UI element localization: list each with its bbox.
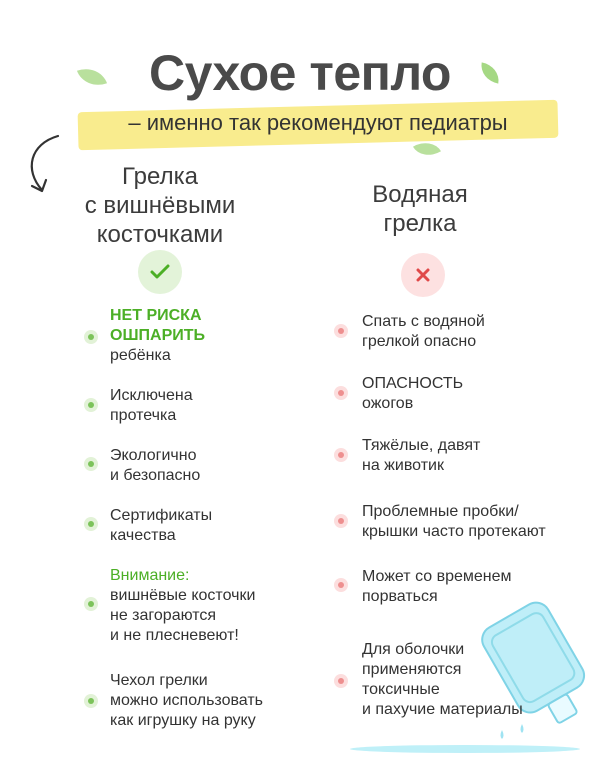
list-item: Исключена протечка bbox=[110, 387, 193, 424]
page-subtitle: – именно так рекомендуют педиатры bbox=[128, 110, 508, 135]
list-item: Спать с водяной грелкой опасно bbox=[362, 313, 485, 350]
left-column-heading: Грелка с вишнёвыми косточками bbox=[84, 163, 236, 248]
bullet-icon bbox=[334, 578, 348, 592]
bullet-icon bbox=[334, 514, 348, 528]
list-item: Для оболочки применяются токсичные и пахучие материалы bbox=[362, 641, 523, 718]
bullet-icon bbox=[334, 674, 348, 688]
bullet-icon bbox=[84, 597, 98, 611]
list-item: НЕТ РИСКА ОШПАРИТЬ ребёнка bbox=[110, 307, 206, 364]
bullet-icon bbox=[84, 457, 98, 471]
list-item: Чехол грелки можно использовать как игрушку на руку bbox=[110, 672, 264, 729]
bullet-icon bbox=[84, 694, 98, 708]
bullet-icon bbox=[84, 330, 98, 344]
cross-badge bbox=[401, 253, 445, 297]
right-column-heading: Водяная грелка bbox=[372, 181, 468, 237]
list-item: ОПАСНОСТЬ ожогов bbox=[362, 375, 464, 412]
water-puddle bbox=[350, 745, 580, 753]
page-title: Сухое тепло bbox=[149, 45, 451, 101]
check-badge bbox=[138, 250, 182, 294]
list-item: Экологично и безопасно bbox=[110, 447, 201, 484]
bullet-icon bbox=[84, 517, 98, 531]
list-item: Проблемные пробки/ крышки часто протекают bbox=[362, 503, 546, 540]
bullet-icon bbox=[334, 324, 348, 338]
bullet-icon bbox=[334, 448, 348, 462]
list-item: Тяжёлые, давят на животик bbox=[362, 437, 481, 474]
check-icon bbox=[150, 264, 170, 280]
list-item: Внимание: вишнёвые косточки не загораются и не плесневеют! bbox=[110, 567, 256, 644]
cross-icon bbox=[416, 268, 430, 282]
bullet-icon bbox=[84, 398, 98, 412]
list-item: Сертификаты качества bbox=[110, 507, 213, 544]
list-item: Может со временем порваться bbox=[362, 568, 512, 605]
bullet-icon bbox=[334, 386, 348, 400]
